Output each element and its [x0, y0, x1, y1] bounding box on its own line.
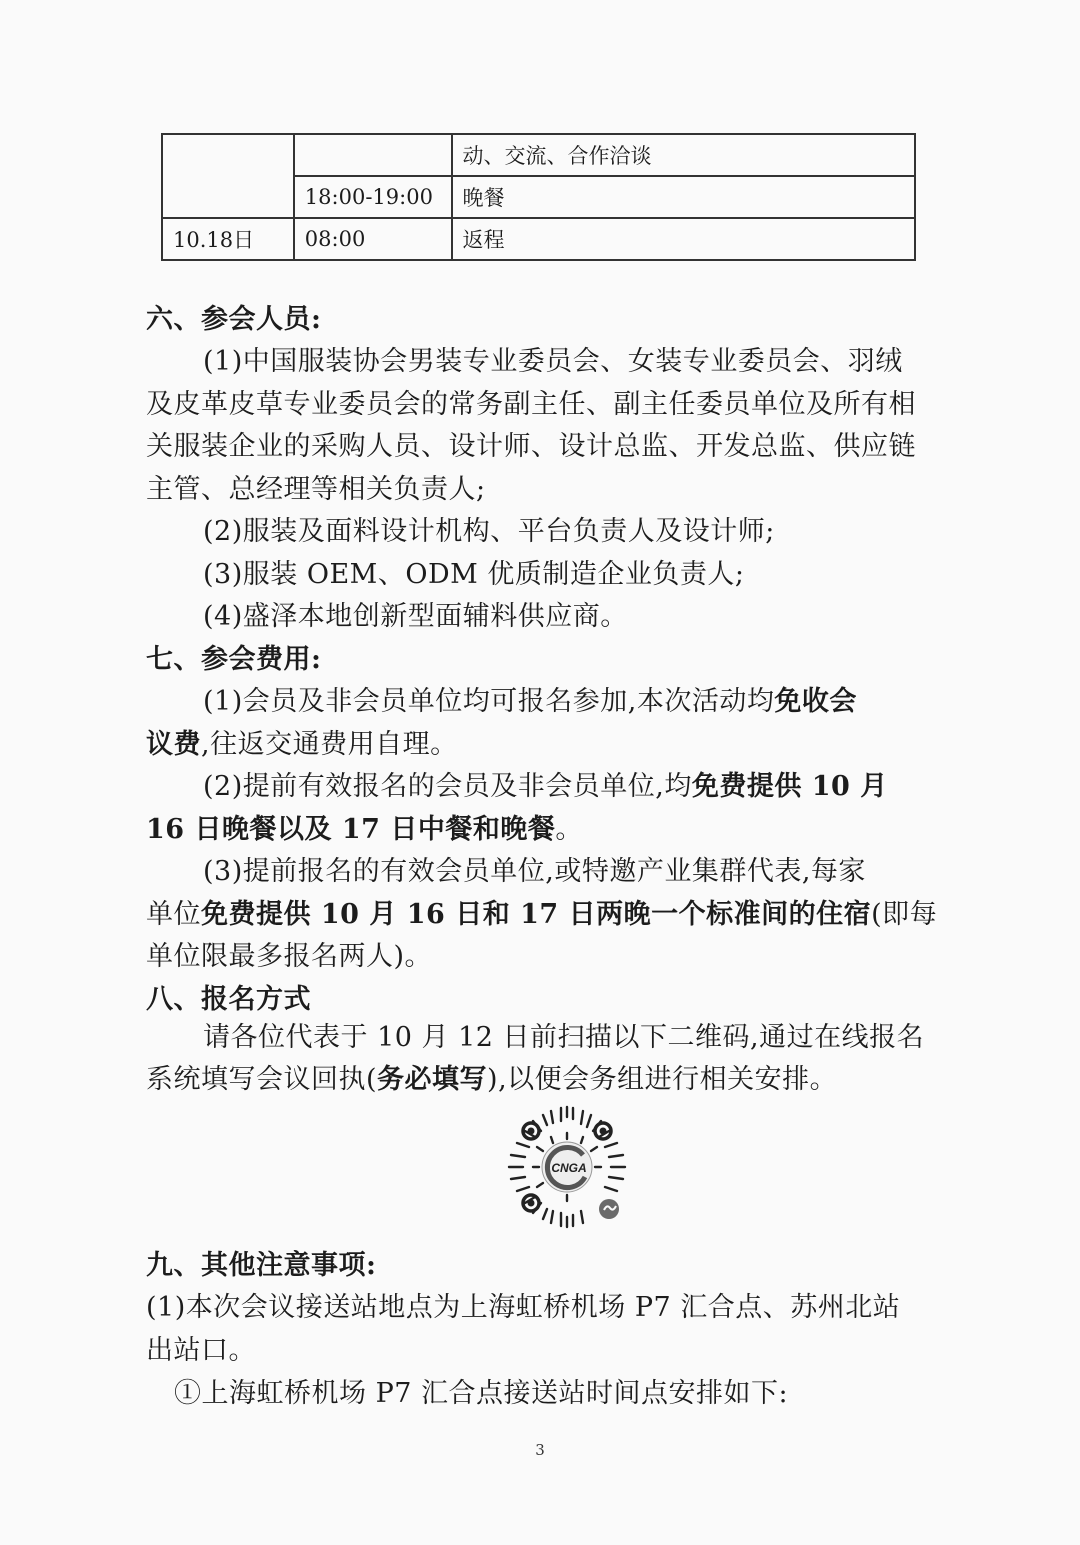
section-7-heading: 七、参会费用: — [146, 644, 322, 675]
section-9-heading: 九、其他注意事项: — [146, 1250, 377, 1281]
mini-program-icon — [599, 1199, 619, 1219]
paragraph-line — [146, 901, 936, 928]
bold-text: 免费提供 10 月 — [691, 771, 888, 802]
paragraph-line: 及皮革皮草专业委员会的常务副主任、副主任委员单位及所有相 — [146, 389, 916, 420]
bold-text: 免收会 — [774, 686, 857, 717]
bold-text: 议费 — [146, 729, 201, 760]
paragraph-line — [203, 773, 993, 800]
text-run: 单位 — [146, 899, 201, 930]
section-6-heading: 六、参会人员: — [146, 304, 322, 335]
table-row — [162, 134, 915, 176]
time-cell: 18:00-19:00 — [294, 176, 452, 218]
paragraph-line: 单位限最多报名两人)。 — [146, 941, 433, 972]
qr-logo-text: CNGA — [551, 1161, 587, 1175]
page-number: 3 — [535, 1441, 545, 1459]
date-cell — [162, 134, 294, 218]
time-cell — [294, 134, 452, 176]
time-cell: 08:00 — [294, 218, 452, 260]
table-row — [162, 218, 915, 260]
paragraph-line — [203, 688, 993, 715]
text-run: ),以便会务组进行相关安排。 — [487, 1064, 838, 1095]
item-cell: 晚餐 — [452, 176, 915, 218]
text-run: 。 — [555, 814, 583, 845]
bold-text: 16 日晚餐以及 17 日中餐和晚餐 — [146, 814, 556, 845]
paragraph-line: 请各位代表于 10 月 12 日前扫描以下二维码,通过在线报名 — [203, 1022, 925, 1053]
item-cell: 返程 — [452, 218, 915, 260]
paragraph-line: (3)服装 OEM、ODM 优质制造企业负责人; — [203, 559, 745, 590]
paragraph-line: 关服装企业的采购人员、设计师、设计总监、开发总监、供应链 — [146, 431, 916, 462]
paragraph-line — [146, 1066, 936, 1093]
item-cell: 动、交流、合作洽谈 — [452, 134, 915, 176]
section-8-heading: 八、报名方式 — [146, 984, 311, 1015]
bold-text: 免费提供 10 月 16 日和 17 日两晚一个标准间的住宿 — [201, 899, 872, 930]
paragraph-line: (3)提前报名的有效会员单位,或特邀产业集群代表,每家 — [203, 856, 866, 887]
date-cell: 10.18日 — [162, 218, 294, 260]
bold-text: 务必填写 — [377, 1064, 488, 1095]
paragraph-line: 主管、总经理等相关负责人; — [146, 474, 486, 505]
paragraph-line: 出站口。 — [146, 1335, 256, 1366]
text-run: (1)会员及非会员单位均可报名参加,本次活动均 — [203, 686, 775, 717]
paragraph-line — [146, 731, 936, 758]
paragraph-line: (2)服装及面料设计机构、平台负责人及设计师; — [203, 516, 775, 547]
paragraph-line: (1)本次会议接送站地点为上海虹桥机场 P7 汇合点、苏州北站 — [146, 1292, 901, 1323]
text-run: 系统填写会议回执( — [146, 1064, 378, 1095]
paragraph-line: (4)盛泽本地创新型面辅料供应商。 — [203, 601, 628, 632]
text-run: (2)提前有效报名的会员及非会员单位,均 — [203, 771, 692, 802]
paragraph-line: (1)中国服装协会男装专业委员会、女装专业委员会、羽绒 — [203, 346, 903, 377]
text-run: (即每 — [871, 899, 938, 930]
schedule-table — [161, 133, 916, 261]
paragraph-line: ①上海虹桥机场 P7 汇合点接送站时间点安排如下: — [174, 1378, 789, 1409]
paragraph-line — [146, 816, 936, 843]
text-run: ,往返交通费用自理。 — [201, 729, 458, 760]
registration-qr-code[interactable] — [503, 1103, 631, 1231]
